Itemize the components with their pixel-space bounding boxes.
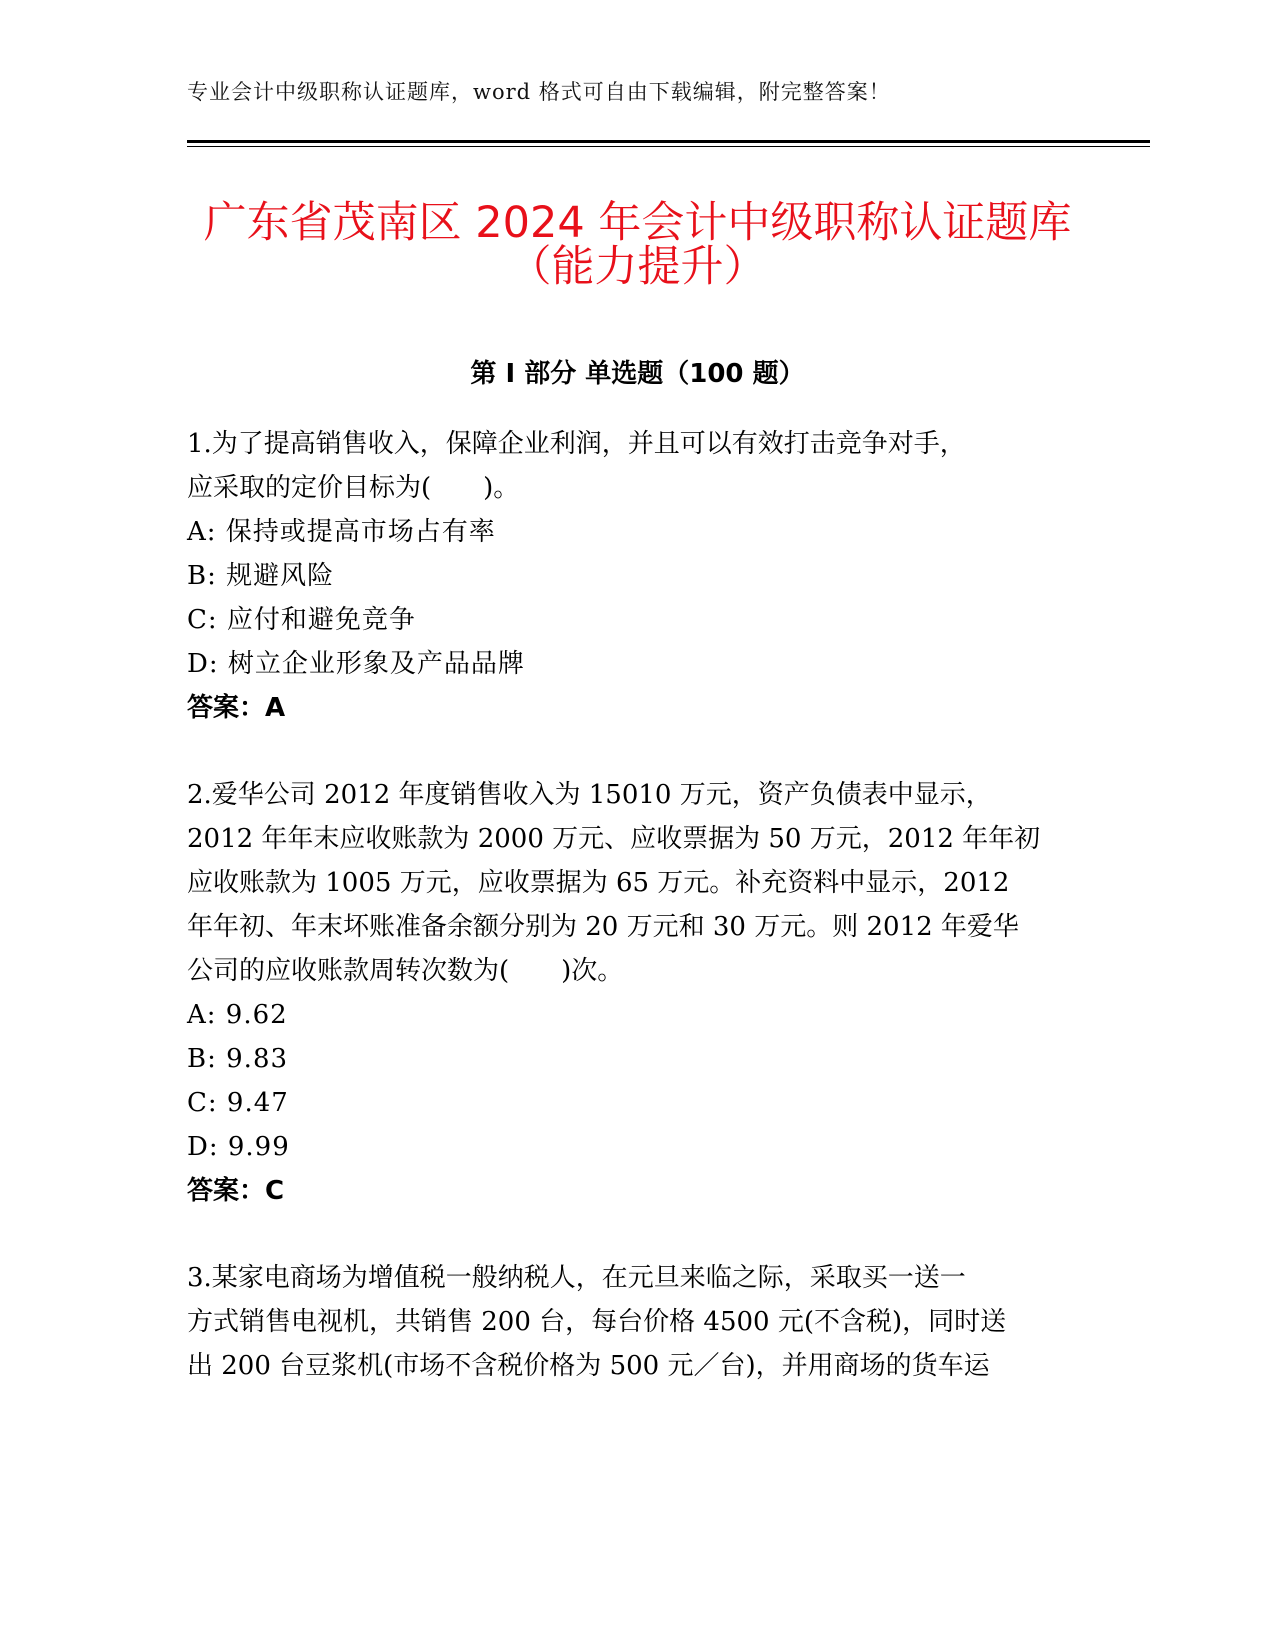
question-2-stem-line: 2.爱华公司 2012 年度销售收入为 15010 万元，资产负债表中显示， [187,780,992,810]
question-1-option-d: D: 树立企业形象及产品品牌 [187,649,525,679]
question-3-stem-line: 方式销售电视机，共销售 200 台，每台价格 4500 元(不含税)，同时送 [187,1307,1007,1337]
question-1-stem-line: 应采取的定价目标为( )。 [187,473,520,503]
question-1-option-c: C: 应付和避免竞争 [187,605,416,635]
header-note: 专业会计中级职称认证题库，word 格式可自由下载编辑，附完整答案！ [187,80,891,104]
question-1-answer: 答案：A [187,693,286,723]
question-3-stem-line: 出 200 台豆浆机(市场不含税价格为 500 元／台)，并用商场的货车运 [187,1351,990,1381]
question-2-stem-line: 公司的应收账款周转次数为( )次。 [187,956,624,986]
document-title-line2: （能力提升） [508,242,767,292]
header-rule-thin [187,146,1150,147]
question-2-stem-line: 年年初、年末坏账准备余额分别为 20 万元和 30 万元。则 2012 年爱华 [187,912,1019,942]
question-2-stem-line: 2012 年年末应收账款为 2000 万元、应收票据为 50 万元，2012 年年初 [187,824,1041,854]
question-1-option-b: B: 规避风险 [187,561,335,591]
section-heading: 第 I 部分 单选题（100 题） [470,359,805,389]
question-3-stem-line: 3.某家电商场为增值税一般纳税人，在元旦来临之际，采取买一送一 [187,1263,966,1293]
question-2-option-b: B: 9.83 [187,1044,289,1074]
question-1-option-a: A: 保持或提高市场占有率 [187,517,496,547]
question-2-answer: 答案：C [187,1176,285,1206]
question-2-option-c: C: 9.47 [187,1088,289,1118]
question-1-stem-line: 1.为了提高销售收入，保障企业利润，并且可以有效打击竞争对手， [187,429,966,459]
header-rule-thick [187,140,1150,143]
question-2-stem-line: 应收账款为 1005 万元，应收票据为 65 万元。补充资料中显示，2012 [187,868,1010,898]
document-title-line1: 广东省茂南区 2024 年会计中级职称认证题库 [203,198,1072,248]
question-2-option-a: A: 9.62 [187,1000,288,1030]
question-2-option-d: D: 9.99 [187,1132,290,1162]
